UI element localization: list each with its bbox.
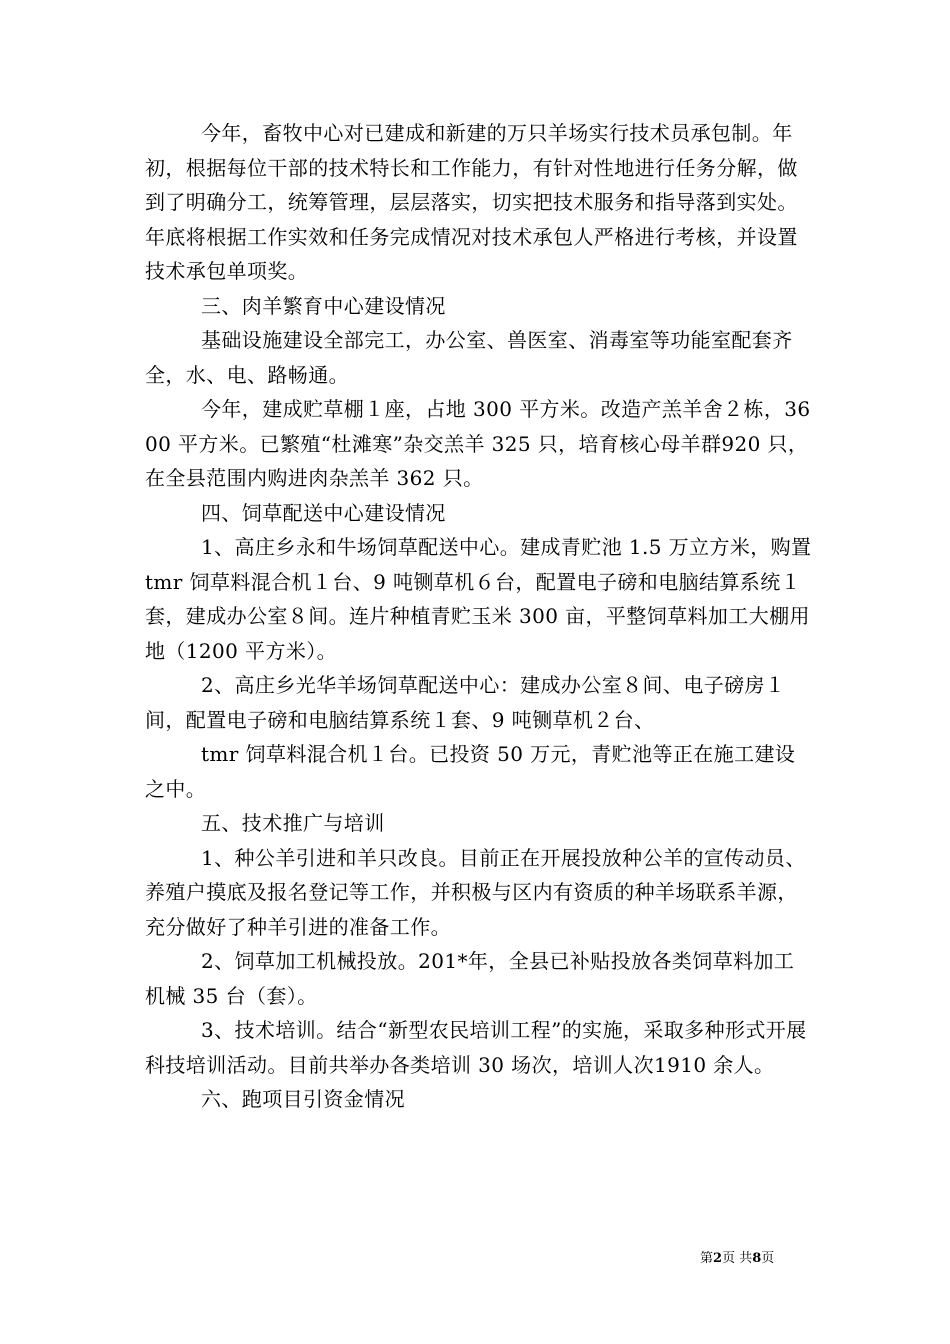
paragraph-yonghe-center: 1、高庄乡永和牛场饲草配送中心。建成青贮池 1.5 万立方米，购置 tmr 饲草料混合机１台、9 吨铡草机６台，配置电子磅和电脑结算系统１套，建成办公室８间。连片种植青贮玉米 300 亩，平整饲草料加工大棚用地（1200 平方米）。 xyxy=(145,535,812,663)
footer-suffix: 页 xyxy=(761,1251,775,1266)
page-number-footer xyxy=(700,1247,840,1266)
footer-current-page: 2 xyxy=(713,1251,723,1266)
heading-section-3: 三、肉羊繁育中心建设情况 xyxy=(201,293,446,318)
paragraph-infrastructure: 基础设施建设全部完工，办公室、兽医室、消毒室等功能室配套齐全，水、电、路畅通。 xyxy=(145,328,793,387)
paragraph-sheep-breeding: 今年，建成贮草棚１座，占地 300 平方米。改造产羔羊舍２栋，3600 平方米。已繁殖“杜滩寒”杂交羔羊 325 只，培育核心母羊群920 只，在全县范围内购进肉杂羔羊 362 只。 xyxy=(145,397,811,490)
footer-middle: 页 共 xyxy=(722,1251,753,1266)
footer-prefix: 第 xyxy=(700,1251,714,1266)
heading-section-5: 五、技术推广与培训 xyxy=(201,811,385,835)
footer-total-pages: 8 xyxy=(752,1251,762,1266)
heading-section-6: 六、跑项目引资金情况 xyxy=(201,1087,405,1111)
paragraph-machinery: 2、饲草加工机械投放。201*年，全县已补贴投放各类饲草料加工机械 35 台（套）。 xyxy=(145,949,795,1008)
paragraph-technician-contract: 今年，畜牧中心对已建成和新建的万只羊场实行技术员承包制。年初，根据每位干部的技术特长和工作能力，有针对性地进行任务分解，做到了明确分工，统筹管理，层层落实，切实把技术服务和指导落到实处。年底将根据工作实效和任务完成情况对技术承包人严格进行考核，并设置技术承包单项奖。 xyxy=(145,121,798,283)
document-body xyxy=(145,116,813,1117)
paragraph-training: 3、技术培训。结合“新型农民培训工程”的实施，采取多种形式开展科技培训活动。目前共举办各类培训 30 场次，培训人次1910 余人。 xyxy=(145,1018,807,1077)
heading-section-4: 四、饲草配送中心建设情况 xyxy=(201,500,446,525)
paragraph-guanghua-continued: tmr 饲草料混合机１台。已投资 50 万元，青贮池等正在施工建设之中。 xyxy=(145,742,796,801)
paragraph-ram-introduction: 1、种公羊引进和羊只改良。目前正在开展投放种公羊的宣传动员、养殖户摸底及报名登记等工作，并积极与区内有资质的种羊场联系羊源，充分做好了种羊引进的准备工作。 xyxy=(145,845,806,939)
paragraph-guanghua-center: 2、高庄乡光华羊场饲草配送中心：建成办公室８间、电子磅房１间，配置电子磅和电脑结算系统１套、9 吨铡草机２台、 xyxy=(145,673,786,732)
